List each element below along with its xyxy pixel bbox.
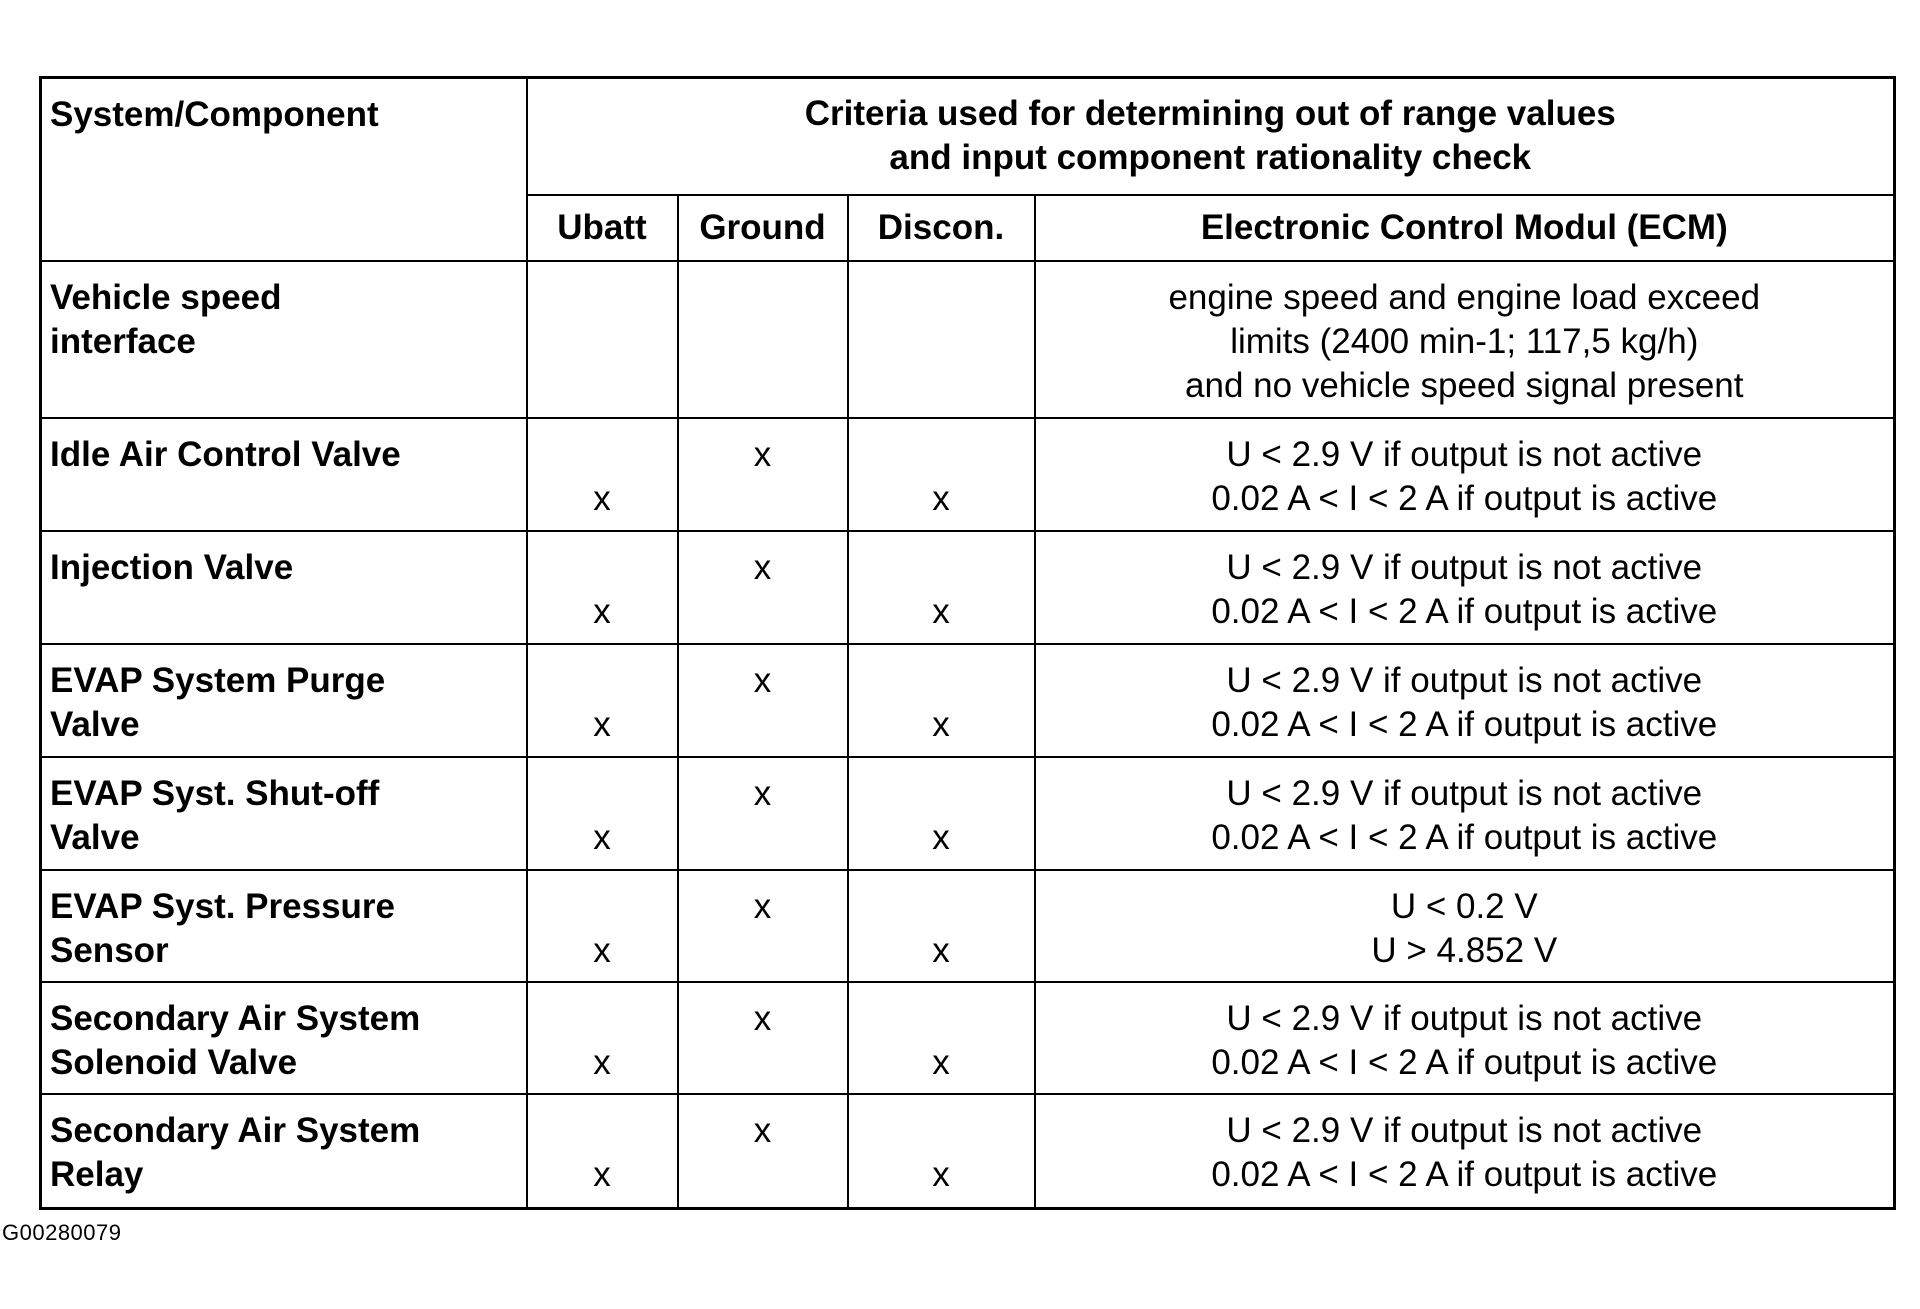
ground-cell — [678, 870, 848, 982]
ecm-criteria — [1035, 418, 1895, 531]
discon-cell — [848, 870, 1035, 982]
ground-mark: x — [753, 1110, 772, 1150]
ecm-criteria-line: U < 2.9 V if output is not active — [1226, 998, 1703, 1038]
criteria-table — [39, 76, 1896, 1210]
table-row — [41, 870, 1895, 982]
component-name-line: EVAP Syst. Pressure — [50, 886, 396, 926]
ecm-criteria-line: 0.02 A < I < 2 A if output is active — [1211, 817, 1718, 857]
ecm-criteria-line: 0.02 A < I < 2 A if output is active — [1211, 1042, 1718, 1082]
ecm-criteria — [1035, 261, 1895, 418]
discon-cell — [848, 261, 1035, 418]
ground-cell — [678, 261, 848, 418]
ubatt-cell — [527, 1094, 678, 1209]
ubatt-cell — [527, 644, 678, 757]
component-name-line: Secondary Air System — [50, 1110, 421, 1150]
ecm-criteria-line: U < 2.9 V if output is not active — [1226, 660, 1703, 700]
ecm-criteria-line: 0.02 A < I < 2 A if output is active — [1211, 704, 1718, 744]
discon-mark — [849, 320, 1034, 364]
ubatt-cell — [527, 982, 678, 1094]
component-name — [41, 870, 527, 982]
ground-mark — [679, 1041, 847, 1085]
ground-mark — [679, 276, 847, 320]
table-row — [41, 982, 1895, 1094]
ground-cell — [678, 644, 848, 757]
ground-mark: x — [753, 660, 772, 700]
component-name-line: Idle Air Control Valve — [50, 434, 401, 474]
ubatt-mark: x — [593, 1154, 611, 1194]
ecm-criteria — [1035, 982, 1895, 1094]
discon-mark: x — [932, 817, 950, 857]
ubatt-mark — [528, 546, 677, 590]
ubatt-cell — [527, 757, 678, 870]
header-ecm: Electronic Control Modul (ECM) — [1035, 195, 1895, 261]
table-row — [41, 418, 1895, 531]
ecm-criteria-line: U > 4.852 V — [1371, 930, 1558, 970]
ecm-criteria — [1035, 757, 1895, 870]
ground-mark — [679, 590, 847, 634]
ecm-criteria — [1035, 870, 1895, 982]
ubatt-mark: x — [593, 817, 611, 857]
header-system-component: System/Component — [41, 78, 527, 261]
ubatt-mark: x — [593, 704, 611, 744]
component-name-line: EVAP System Purge — [50, 660, 386, 700]
header-discon: Discon. — [848, 195, 1035, 261]
ubatt-cell — [527, 261, 678, 418]
ubatt-cell — [527, 418, 678, 531]
ecm-criteria-line: 0.02 A < I < 2 A if output is active — [1211, 591, 1718, 631]
component-name-line: Vehicle speed — [50, 277, 282, 317]
ubatt-mark — [528, 659, 677, 703]
ubatt-mark: x — [593, 591, 611, 631]
ecm-criteria-line: U < 2.9 V if output is not active — [1226, 547, 1703, 587]
header-criteria — [527, 78, 1895, 195]
ecm-criteria-line: and no vehicle speed signal present — [1185, 365, 1744, 405]
ubatt-mark — [528, 997, 677, 1041]
ground-cell — [678, 982, 848, 1094]
component-name-line: Sensor — [50, 930, 169, 970]
component-name — [41, 531, 527, 644]
discon-cell — [848, 982, 1035, 1094]
ground-mark — [679, 477, 847, 521]
ubatt-mark — [528, 276, 677, 320]
ubatt-mark — [528, 433, 677, 477]
table-row — [41, 531, 1895, 644]
discon-mark — [849, 772, 1034, 816]
header-criteria-line-2: and input component rationality check — [889, 138, 1532, 178]
table-row — [41, 757, 1895, 870]
discon-mark — [849, 276, 1034, 320]
ecm-criteria-line: 0.02 A < I < 2 A if output is active — [1211, 478, 1718, 518]
ecm-criteria-line: limits (2400 min-1; 117,5 kg/h) — [1230, 321, 1699, 361]
ubatt-mark — [528, 885, 677, 929]
component-name-line: interface — [50, 321, 196, 361]
discon-mark — [849, 997, 1034, 1041]
ubatt-mark — [528, 772, 677, 816]
component-name-line: Solenoid Valve — [50, 1042, 298, 1082]
ubatt-mark: x — [593, 478, 611, 518]
ubatt-mark — [528, 320, 677, 364]
table-row — [41, 1094, 1895, 1209]
discon-mark: x — [932, 478, 950, 518]
ubatt-mark: x — [593, 930, 611, 970]
component-name — [41, 644, 527, 757]
ground-cell — [678, 418, 848, 531]
component-name-line: Relay — [50, 1154, 144, 1194]
component-name-line: Valve — [50, 817, 140, 857]
ubatt-mark — [528, 1109, 677, 1153]
ground-cell — [678, 1094, 848, 1209]
ground-mark: x — [753, 547, 772, 587]
ground-mark — [679, 1153, 847, 1197]
component-name-line: Secondary Air System — [50, 998, 421, 1038]
discon-mark: x — [932, 930, 950, 970]
discon-mark — [849, 433, 1034, 477]
component-name — [41, 982, 527, 1094]
ecm-criteria — [1035, 644, 1895, 757]
table-body — [41, 261, 1895, 1209]
component-name — [41, 261, 527, 418]
ground-mark — [679, 929, 847, 973]
ground-mark — [679, 320, 847, 364]
header-criteria-line-1: Criteria used for determining out of range values — [804, 94, 1616, 134]
discon-cell — [848, 531, 1035, 644]
ecm-criteria-line: U < 2.9 V if output is not active — [1226, 773, 1703, 813]
component-name — [41, 757, 527, 870]
discon-cell — [848, 757, 1035, 870]
discon-mark — [849, 546, 1034, 590]
ground-mark: x — [753, 773, 772, 813]
discon-cell — [848, 1094, 1035, 1209]
table-row — [41, 261, 1895, 418]
discon-mark: x — [932, 1154, 950, 1194]
discon-mark — [849, 1109, 1034, 1153]
ecm-criteria-line: U < 2.9 V if output is not active — [1226, 434, 1703, 474]
ecm-criteria-line: U < 0.2 V — [1390, 886, 1538, 926]
ground-cell — [678, 757, 848, 870]
ground-mark: x — [753, 434, 772, 474]
discon-mark — [849, 659, 1034, 703]
ubatt-mark: x — [593, 1042, 611, 1082]
component-name — [41, 418, 527, 531]
discon-mark: x — [932, 704, 950, 744]
component-name-line: EVAP Syst. Shut-off — [50, 773, 380, 813]
ground-mark — [679, 703, 847, 747]
header-ground: Ground — [678, 195, 848, 261]
discon-cell — [848, 644, 1035, 757]
ubatt-cell — [527, 531, 678, 644]
header-ubatt: Ubatt — [527, 195, 678, 261]
component-name-line: Injection Valve — [50, 547, 294, 587]
discon-cell — [848, 418, 1035, 531]
ecm-criteria-line: engine speed and engine load exceed — [1168, 277, 1761, 317]
discon-mark: x — [932, 1042, 950, 1082]
component-name-line: Valve — [50, 704, 140, 744]
figure-code: G00280079 — [2, 1220, 122, 1245]
ecm-criteria — [1035, 1094, 1895, 1209]
component-name — [41, 1094, 527, 1209]
discon-mark — [849, 885, 1034, 929]
ubatt-cell — [527, 870, 678, 982]
ground-mark: x — [753, 998, 772, 1038]
ground-mark — [679, 816, 847, 860]
ecm-criteria-line: U < 2.9 V if output is not active — [1226, 1110, 1703, 1150]
ecm-criteria — [1035, 531, 1895, 644]
ground-cell — [678, 531, 848, 644]
discon-mark: x — [932, 591, 950, 631]
ecm-criteria-line: 0.02 A < I < 2 A if output is active — [1211, 1154, 1718, 1194]
ground-mark: x — [753, 886, 772, 926]
table-row — [41, 644, 1895, 757]
